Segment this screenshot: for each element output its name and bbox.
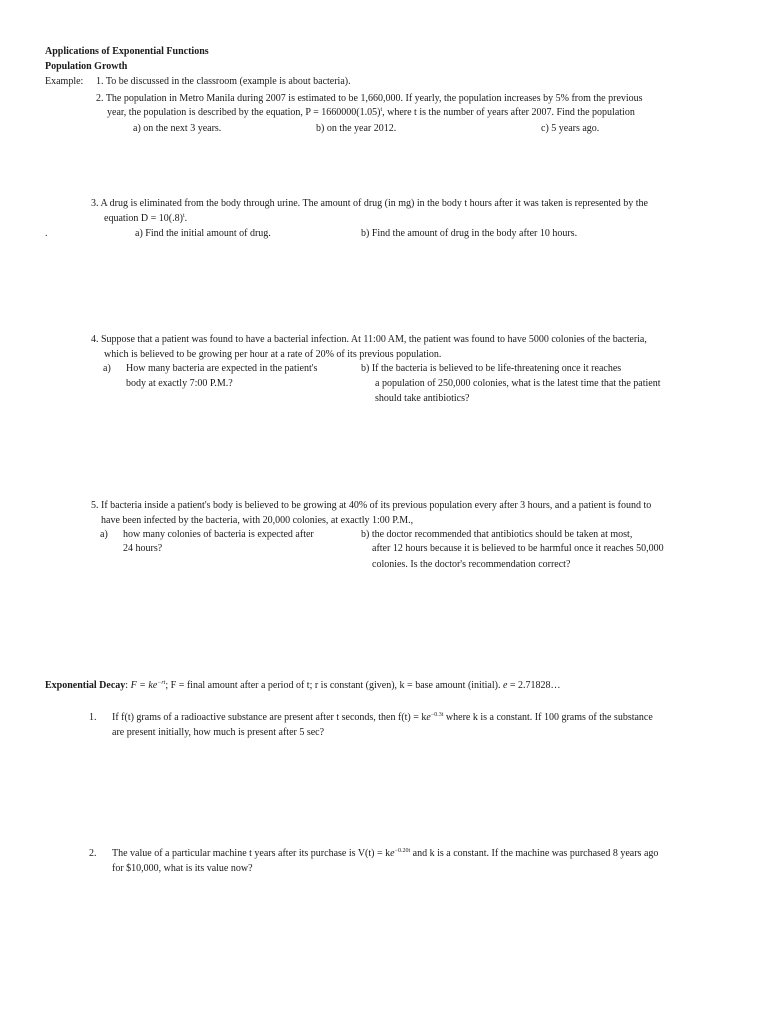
decay-problem-1-number: 1.	[89, 712, 97, 723]
decay-problem-2-line-2: for $10,000, what is its value now?	[112, 863, 253, 874]
example-3-part-b: b) Find the amount of drug in the body after 10 hours.	[361, 228, 578, 239]
example-5-part-b-line-2: after 12 hours because it is believed to be harmful once it reaches 50,000	[372, 543, 664, 554]
example-5-part-b-line-1: b) the doctor recommended that antibiotics should be taken at most,	[361, 529, 633, 540]
decay-problem-2-number: 2.	[89, 848, 97, 859]
decay-problem-1-line-1: If f(t) grams of a radioactive substance are present after t seconds, then $f(t) = ke^{-0.3t}$ where k is a constant. If 100 grams of the substance	[112, 712, 653, 723]
example-5-line-1: 5. If bacteria inside a patient's body is believed to be growing at 40% of its previous population every after 3 hours, and a patient is found to	[91, 500, 652, 511]
example-2-part-b: b) on the year 2012.	[316, 123, 397, 134]
section-heading-population-growth: Population Growth	[45, 61, 128, 72]
example-3-part-a: a) Find the initial amount of drug.	[135, 228, 271, 239]
example-4-part-b-line-2: a population of 250,000 colonies, what is the latest time that the patient	[375, 378, 661, 389]
example-4-part-a-marker: a)	[103, 363, 111, 374]
example-4-part-b-line-3: should take antibiotics?	[375, 393, 470, 404]
example-4-part-a-line-1: How many bacteria are expected in the patient's	[126, 363, 318, 374]
example-3-line-2: equation $D = 10(.8)^t$.	[104, 213, 188, 224]
example-5-part-a-line-1: how many colonies of bacteria is expected after	[123, 529, 314, 540]
decay-problem-2-line-1: The value of a particular machine t years after its purchase is $V(t) = ke^{-0.20t}$ and k is a constant. If the machine was purchased 8 years ago	[112, 848, 659, 859]
example-3-line-1: 3. A drug is eliminated from the body through urine. The amount of drug (in mg) in the body t hours after it was taken is represented by the	[91, 198, 648, 209]
example-2-line-2: year, the population is described by the equation, $P = 1660000(1.05)^t$, where t is the number of years after 2007. Find the population	[107, 107, 635, 118]
example-4-line-1: 4. Suppose that a patient was found to have a bacterial infection. At 11:00 AM, the patient was found to have 5000 colonies of the bacteria,	[91, 334, 647, 345]
example-5-part-a-line-2: 24 hours?	[123, 543, 163, 554]
example-4-part-b-line-1: b) If the bacteria is believed to be life-threatening once it reaches	[361, 363, 622, 374]
example-2-line-1: 2. The population in Metro Manila during 2007 is estimated to be 1,660,000. If yearly, the population increases by 5% from the previous	[96, 93, 643, 104]
exponential-decay-definition: Exponential Decay: $F = ke^{-rt}$; F = final amount after a period of t; r is constant (given), k = base amount (initial). e = 2.71828…	[45, 680, 561, 691]
page-title: Applications of Exponential Functions	[45, 46, 209, 57]
stray-dot: .	[45, 228, 48, 239]
example-label: Example:	[45, 76, 84, 87]
example-4-part-a-line-2: body at exactly 7:00 P.M.?	[126, 378, 233, 389]
example-4-line-2: which is believed to be growing per hour at a rate of 20% of its previous population.	[104, 349, 442, 360]
example-5-part-a-marker: a)	[100, 529, 108, 540]
example-2-part-a: a) on the next 3 years.	[133, 123, 222, 134]
example-2-part-c: c) 5 years ago.	[541, 123, 600, 134]
example-5-part-b-line-3: colonies. Is the doctor's recommendation correct?	[372, 559, 571, 570]
decay-problem-1-line-2: are present initially, how much is present after 5 sec?	[112, 727, 325, 738]
example-5-line-2: have been infected by the bacteria, with 20,000 colonies, at exactly 1:00 P.M.,	[101, 515, 414, 526]
example-1-text: 1. To be discussed in the classroom (example is about bacteria).	[96, 76, 351, 87]
